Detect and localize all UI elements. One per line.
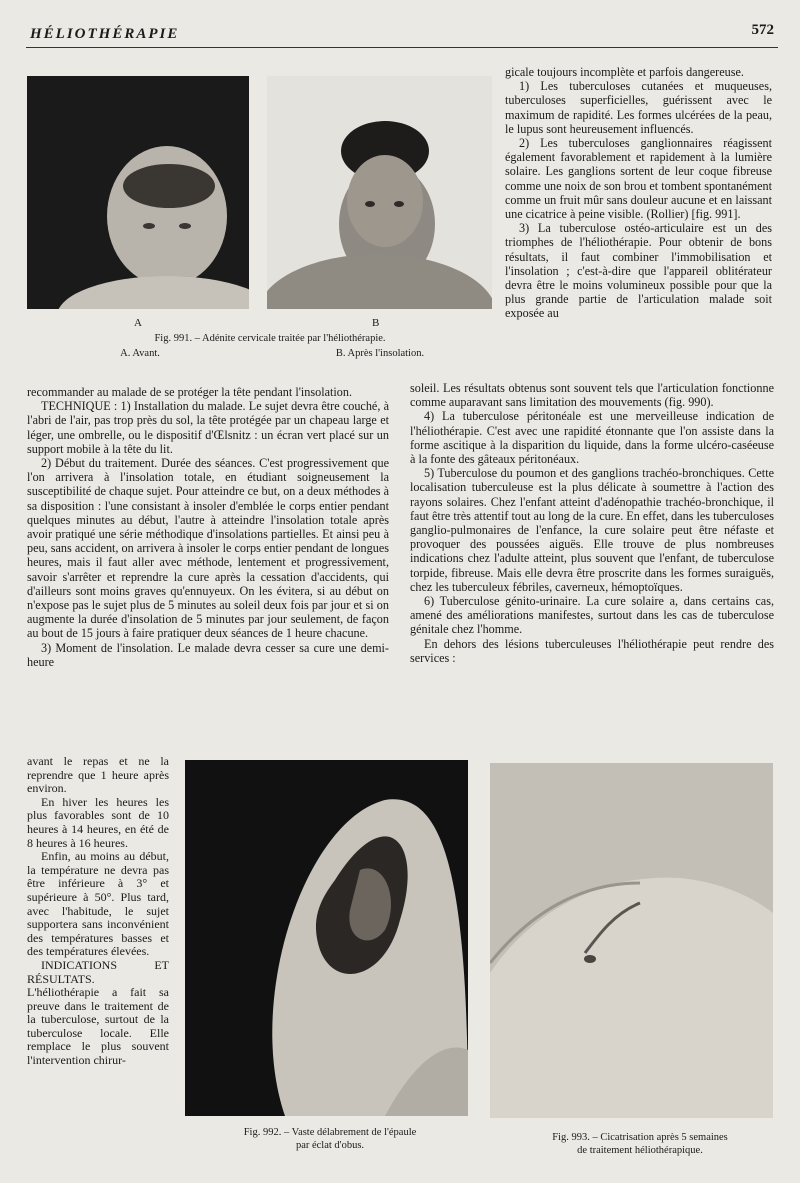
fig993-caption-line1: Fig. 993. – Cicatrisation après 5 semaines bbox=[552, 1132, 728, 1143]
fig992-caption-line2: par éclat d'obus. bbox=[295, 1140, 365, 1151]
page-number: 572 bbox=[751, 22, 774, 38]
fig991-sub-b: B. Après l'insolation. bbox=[335, 348, 425, 359]
photo-child-after bbox=[267, 76, 492, 309]
paragraph: 2) Les tuberculoses ganglionnaires réagissent également favorablement et rapidement à la lumière solaire. Les ganglions sortent de leur coque fibreuse comme une noix de son brou et tombent spontanément comme un fruit mûr sans douleur aucune et en laissant une cicatrice à peine visible. (Rollier) [fig. 991]. bbox=[505, 136, 772, 222]
paragraph: 2) Début du traitement. Durée des séances. C'est progressivement que l'on arrivera à l'insolation totale, en étudiant soigneusement la susceptibilité de chaque sujet. Pour atteindre ce but, on a deux méthodes à sa disposition : l'une consistant à insoler d'emblée le corps entier pendant quelques minutes au début, l'autre à atteindre l'insolation totale après avoir pratiqué une série méthodique d'insolations partielles. Et ainsi peu à peu, sans accident, on arrivera à insoler le corps entier pendant de longues heures, mais il faut aller avec méthode, lentement et progressivement, savoir s'arrêter et reprendre la cure après la cessation d'accidents, qui d'ailleurs sont moins graves qu'ennuyeux. On les évitera, si au début on n'expose pas le sujet plus de 5 minutes au soleil deux fois par jour et si on augmente la durée d'insolation de 5 minutes par jour seulement, de façon au bout de 15 jours à faire pratiquer deux séances de 1 heure chacune. bbox=[27, 456, 389, 641]
paragraph: 3) La tuberculose ostéo-articulaire est un des triomphes de l'héliothérapie. Pour obtenir de bons résultats, il faut combiner l'immobilisation et l'insolation ; c'est-à-dire que l'appareil oblitérateur devra être le moins volumineux possible pour que la plus grande partie de l'articulation malade soit exposée au bbox=[505, 221, 772, 321]
fig991-caption: Fig. 991. – Adénite cervicale traitée par l'héliothérapie. bbox=[154, 333, 386, 344]
paragraph: recommander au malade de se protéger la tête pendant l'insolation. bbox=[27, 385, 353, 399]
photo-shoulder-healed bbox=[490, 763, 773, 1118]
paragraph: 6) Tuberculose génito-urinaire. La cure solaire a, dans certains cas, amené des améliorations manifestes, surtout dans les cas de tuberculose génitale chez l'homme. bbox=[410, 594, 774, 637]
fig991-label-a: A bbox=[134, 317, 142, 329]
paragraph: En hiver les heures les plus favorables sont de 10 heures à 14 heures, en été de 8 heures à 16 heures. bbox=[27, 794, 169, 850]
fig991-sub-a: A. Avant. bbox=[120, 348, 160, 359]
fig992-caption-line1: Fig. 992. – Vaste délabrement de l'épaule bbox=[243, 1127, 417, 1138]
text-column-middle bbox=[410, 381, 774, 665]
paragraph: INDICATIONS ET RÉSULTATS. L'héliothérapie a fait sa preuve dans le traitement de la tuberculose, surtout de la tuberculose locale. Elle remplace le plus souvent l'intervention chirur- bbox=[27, 957, 169, 1068]
paragraph: 3) Moment de l'insolation. Le malade devra cesser sa cure une demi-heure bbox=[27, 640, 389, 669]
photo-shoulder-wound bbox=[185, 760, 468, 1116]
paragraph: 1) Les tuberculoses cutanées et muqueuses, tuberculoses superficielles, guérissent avec le maximum de rapidité. Les formes ulcérées de la peau, le lupus sont heureusement influencés. bbox=[505, 79, 772, 136]
text-column-left bbox=[27, 385, 389, 669]
paragraph: En dehors des lésions tuberculeuses l'héliothérapie peut rendre des services : bbox=[410, 636, 774, 665]
paragraph: gicale toujours incomplète et parfois dangereuse. bbox=[505, 65, 744, 79]
running-header: HÉLIOTHÉRAPIE bbox=[30, 26, 180, 42]
fig993-caption-line2: de traitement héliothérapique. bbox=[577, 1145, 703, 1156]
paragraph: Enfin, au moins au début, la température ne devra pas être inférieure à 3° et supérieure à 50°. Plus tard, avec l'habitude, le sujet supportera sans inconvénient des températures basses et des températures élevées. bbox=[27, 849, 169, 959]
paragraph: TECHNIQUE : 1) Installation du malade. Le sujet devra être couché, à l'abri de l'air, pas trop près du sol, la tête protégée par un chapeau large et léger, une ombrelle, ou le dispositif d'Œlsnitz : un écran vert placé sur un support mobile à la tête du lit. bbox=[27, 399, 389, 456]
header-rule bbox=[26, 47, 778, 48]
fig991-label-b: B bbox=[372, 317, 380, 329]
text-column-narrow bbox=[27, 755, 169, 1068]
paragraph: 5) Tuberculose du poumon et des ganglions trachéo-bronchiques. Cette localisation tuberculeuse est la plus délicate à soumettre à l'action des rayons solaires. Chez l'enfant atteint d'adénopathie trachéo-bronchique, il faut être très attentif tout au long de la cure. En effet, dans les tuberculoses ganglio-pulmonaires de l'enfance, la cure solaire peut être néfaste et provoquer des poussées aiguës. Elle trouve de plus nombreuses indications chez l'adulte atteint, plus souvent que l'enfant, de tuberculose torpide, fibreuse. Mais elle devra être proscrite dans les formes suraiguës, chez les tuberculeux fébriles, caverneux, hémoptoïques. bbox=[410, 466, 774, 594]
paragraph: avant le repas et ne la reprendre que 1 heure après environ. bbox=[27, 754, 169, 796]
paragraph: 4) La tuberculose péritonéale est une merveilleuse indication de l'héliothérapie. C'est avec une rapidité étonnante que l'on assiste dans la forme ascitique à la disparition du liquide, dans la forme ulcéro-caséeuse à la fonte des gâteaux péritonéaux. bbox=[410, 409, 774, 467]
photo-child-before bbox=[27, 76, 249, 309]
paragraph: soleil. Les résultats obtenus sont souvent tels que l'articulation fonctionne comme auparavant sans limitation des mouvements (fig. 990). bbox=[410, 381, 774, 410]
text-column-right-top bbox=[505, 65, 772, 321]
